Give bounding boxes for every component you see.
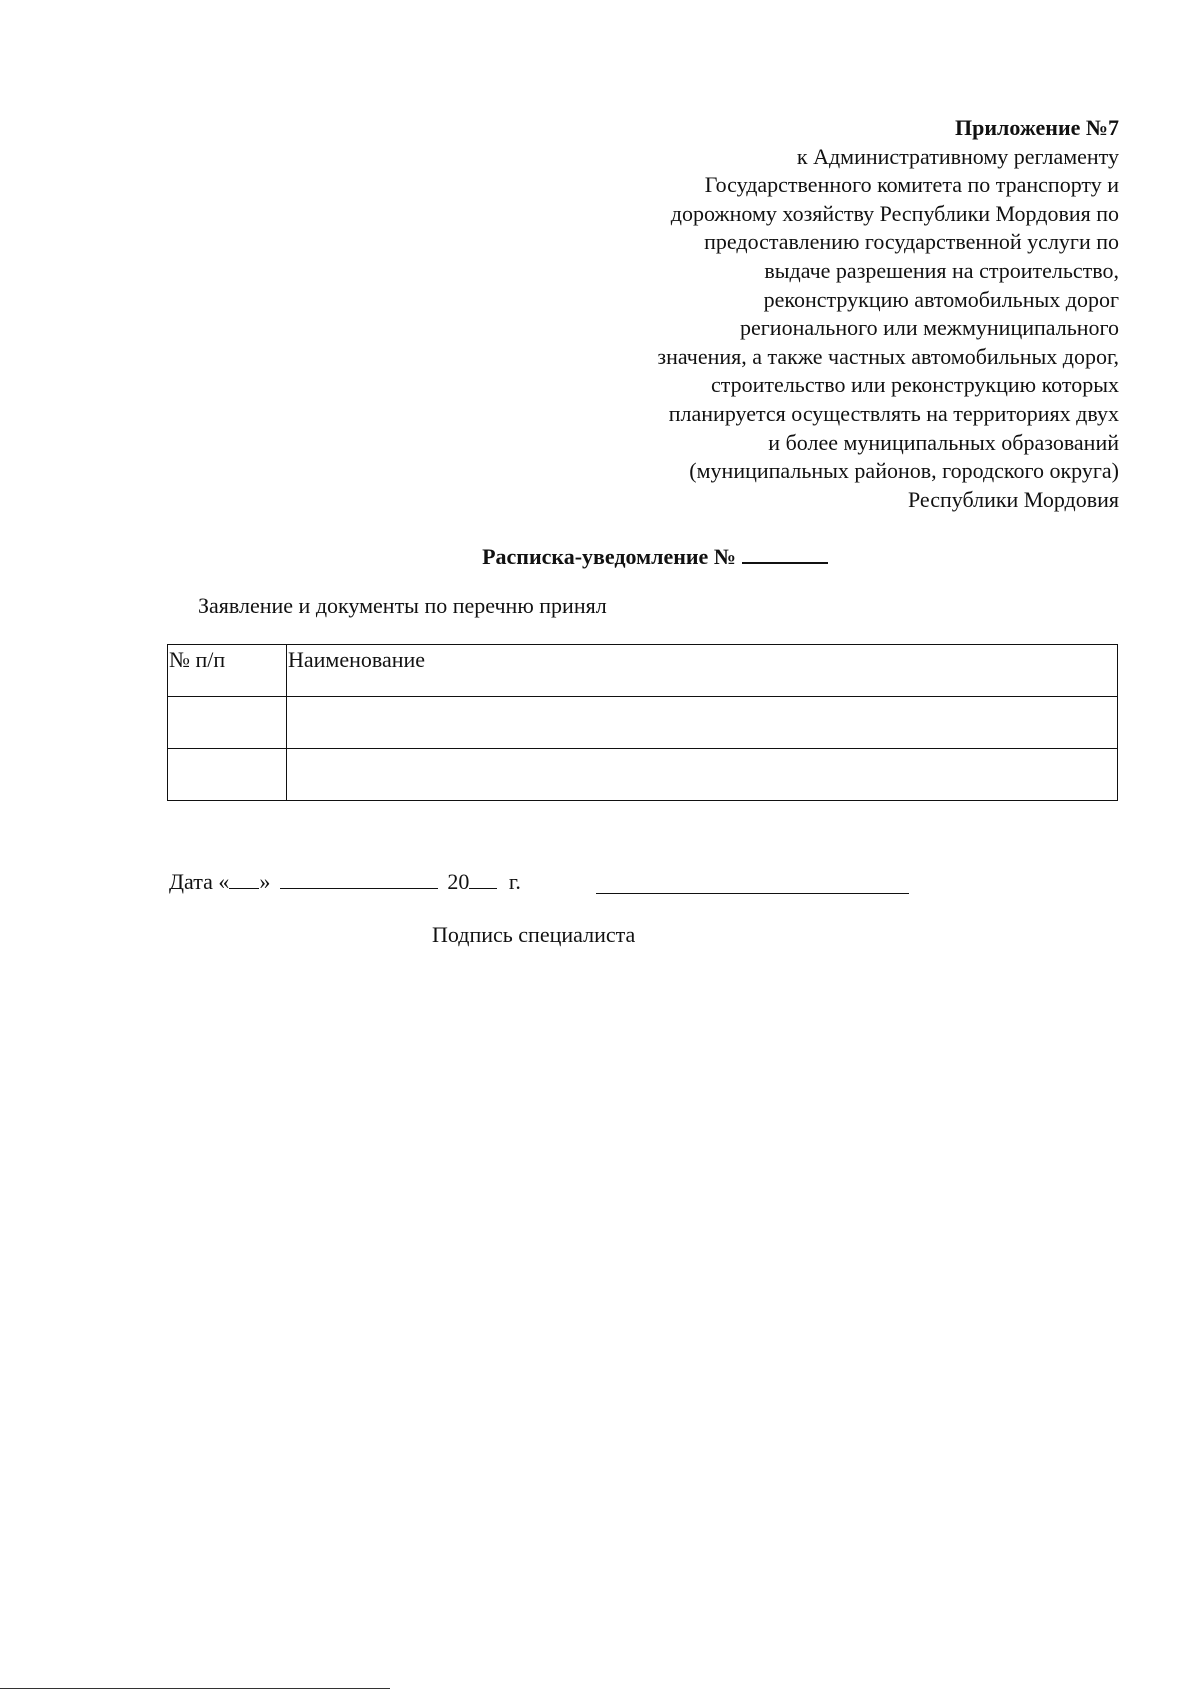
date-day-blank[interactable] — [229, 870, 259, 889]
table-header-row — [168, 645, 1118, 697]
receipt-title — [0, 542, 1200, 570]
table-row — [168, 697, 1118, 749]
appendix-line: выдаче разрешения на строительство, — [764, 257, 1119, 283]
date-label: Дата « — [169, 869, 230, 894]
appendix-line: (муниципальных районов, городского округа) — [689, 458, 1119, 484]
receipt-title-text: Расписка-уведомление № — [482, 544, 736, 569]
appendix-line: регионального или межмуниципального — [740, 315, 1119, 341]
receipt-number-blank[interactable] — [742, 542, 828, 564]
header-number: № п/п — [168, 645, 287, 697]
table-cell[interactable] — [287, 697, 1118, 749]
signature-caption: Подпись специалиста — [432, 922, 636, 947]
footer-divider — [0, 1688, 390, 1689]
appendix-line: строительство или реконструкцию которых — [711, 372, 1119, 398]
signature-line[interactable] — [596, 893, 909, 894]
appendix-line: Государственного комитета по транспорту и — [704, 172, 1119, 198]
appendix-line: значения, а также частных автомобильных дорог, — [657, 343, 1119, 369]
table-cell[interactable] — [287, 749, 1118, 801]
appendix-line: планируется осуществлять на территориях двух — [668, 400, 1119, 426]
date-year-suffix: г. — [508, 869, 521, 894]
appendix-line: Республики Мордовия — [907, 486, 1119, 512]
header-name: Наименование — [287, 645, 1118, 697]
date-month-blank[interactable] — [280, 870, 438, 889]
appendix-line: к Административному регламенту — [796, 143, 1119, 169]
documents-table — [167, 644, 1118, 801]
table-cell[interactable] — [168, 697, 287, 749]
table-row — [168, 749, 1118, 801]
date-close-quote: » — [259, 869, 271, 894]
date-year-blank[interactable] — [469, 870, 497, 889]
date-year-prefix: 20 — [447, 869, 470, 894]
date-line — [169, 869, 521, 895]
appendix-line: и более муниципальных образований — [768, 429, 1119, 455]
appendix-title: Приложение №7 — [955, 115, 1119, 140]
appendix-line: дорожному хозяйству Республики Мордовия по — [670, 200, 1119, 226]
appendix-line: реконструкцию автомобильных дорог — [763, 286, 1119, 312]
table-cell[interactable] — [168, 749, 287, 801]
appendix-block — [499, 114, 1119, 514]
intro-text: Заявление и документы по перечню принял — [198, 593, 607, 618]
appendix-line: предоставлению государственной услуги по — [704, 229, 1119, 255]
